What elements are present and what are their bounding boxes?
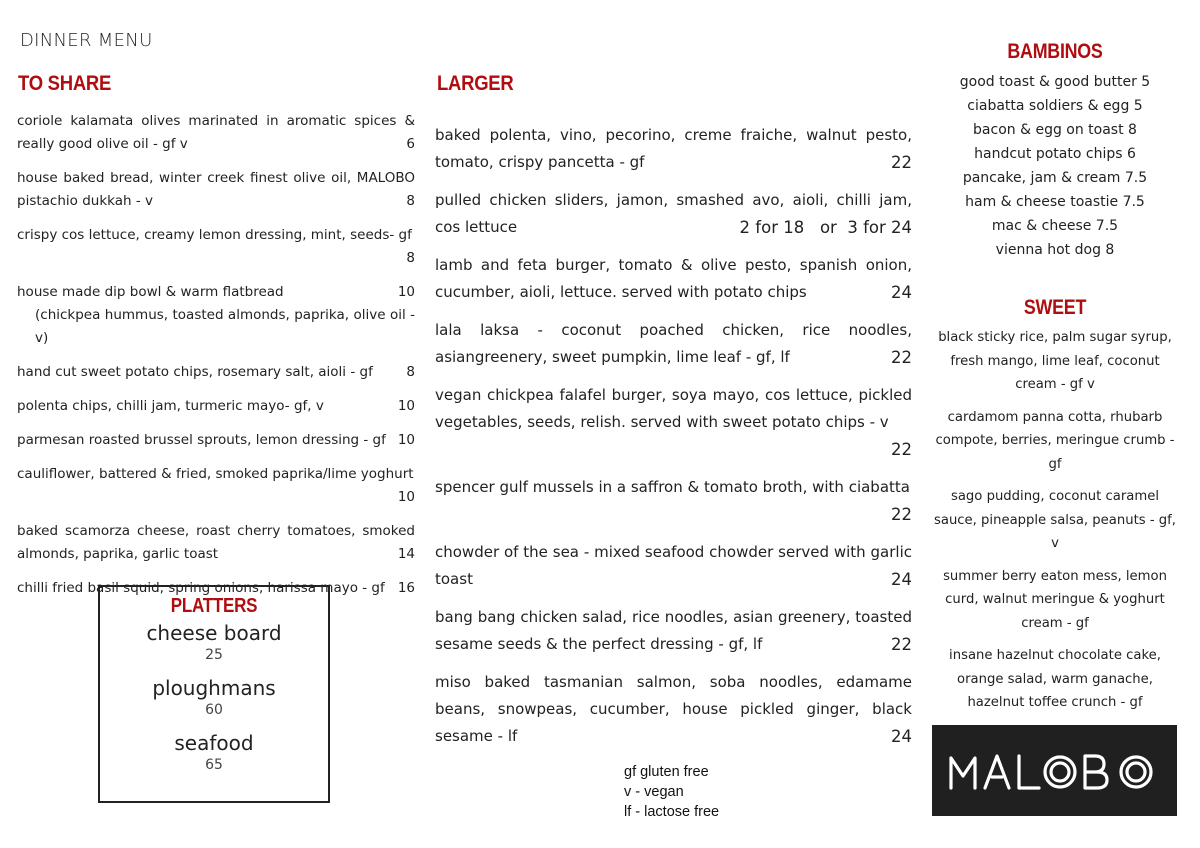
- item-price: 22: [891, 635, 912, 654]
- item-price: 22: [891, 505, 912, 524]
- bambinos-heading: BAMBINOS: [1007, 40, 1103, 63]
- menu-item: [17, 429, 415, 452]
- item-description: hand cut sweet potato chips, rosemary salt, aioli - gf: [17, 364, 373, 380]
- platter-name: cheese board: [146, 621, 282, 645]
- item-description: crispy cos lettuce, creamy lemon dressing, mint, seeds- gf: [17, 227, 412, 243]
- bambinos-section: [928, 40, 1182, 262]
- item-price: 8: [406, 250, 415, 266]
- dietary-legend: [624, 762, 719, 822]
- menu-item: [435, 382, 912, 463]
- bambinos-item: good toast & good butter 5: [959, 74, 1151, 90]
- platter-name: seafood: [174, 731, 254, 755]
- sweet-item: sago pudding, coconut caramel sauce, pineapple salsa, peanuts - gf, v: [934, 489, 1176, 551]
- bambinos-item: ham & cheese toastie 7.5: [965, 194, 1145, 210]
- menu-item: [435, 252, 912, 306]
- menu-item: [435, 122, 912, 176]
- bambinos-item: pancake, jam & cream 7.5: [962, 170, 1148, 186]
- menu-item: [435, 604, 912, 658]
- menu-item: [17, 463, 415, 509]
- bambinos-item: mac & cheese 7.5: [991, 218, 1119, 234]
- legend-line: gf gluten free: [624, 764, 709, 780]
- legend-line: lf - lactose free: [624, 804, 720, 820]
- item-price: 10: [397, 284, 415, 300]
- item-description: polenta chips, chilli jam, turmeric mayo- gf, v: [17, 398, 324, 414]
- sweet-item: cardamom panna cotta, rhubarb compote, berries, meringue crumb - gf: [935, 409, 1175, 472]
- item-price: 22: [891, 440, 912, 459]
- to-share-heading: TO SHARE: [18, 72, 112, 95]
- menu-item: [435, 474, 912, 528]
- item-description: chilli fried basil squid, spring onions, harissa mayo - gf: [17, 580, 385, 596]
- item-description: vegan chickpea falafel burger, soya mayo, cos lettuce, pickled vegetables, seeds, relish. served with sweet potato chips - v: [435, 386, 912, 431]
- item-description: miso baked tasmanian salmon, soba noodles, edamame beans, snowpeas, cucumber, house pickled ginger, black sesame - lf: [435, 673, 912, 745]
- item-description: lamb and feta burger, tomato & olive pesto, spanish onion, cucumber, aioli, lettuce. served with potato chips: [435, 256, 912, 301]
- item-price: 6: [406, 136, 415, 152]
- larger-heading: LARGER: [437, 72, 514, 95]
- item-price: 8: [406, 193, 415, 209]
- menu-item: [17, 395, 415, 418]
- menu-item: [17, 361, 415, 384]
- sweet-item: insane hazelnut chocolate cake, orange salad, warm ganache, hazelnut toffee crunch - gf: [949, 648, 1161, 710]
- item-price: 24: [891, 283, 912, 302]
- item-price: 10: [397, 489, 415, 505]
- item-description: spencer gulf mussels in a saffron & tomato broth, with ciabatta: [435, 478, 910, 496]
- bambinos-item: vienna hot dog 8: [995, 242, 1115, 258]
- bambinos-item: bacon & egg on toast 8: [973, 122, 1137, 138]
- item-description: pulled chicken sliders, jamon, smashed avo, aioli, chilli jam, cos lettuce: [435, 191, 912, 236]
- item-description: parmesan roasted brussel sprouts, lemon dressing - gf: [17, 432, 386, 448]
- bambinos-item: ciabatta soldiers & egg 5: [967, 98, 1143, 114]
- platters-heading: PLATTERS: [170, 595, 258, 617]
- platters-box: [98, 585, 330, 803]
- item-price: 16: [397, 580, 415, 596]
- item-subdescription: (chickpea hummus, toasted almonds, paprika, olive oil - v): [35, 307, 415, 346]
- sweet-item: summer berry eaton mess, lemon curd, walnut meringue & yoghurt cream - gf: [943, 568, 1167, 631]
- sweet-section: [928, 296, 1182, 740]
- sweet-heading: SWEET: [1023, 296, 1087, 319]
- platter-name: ploughmans: [152, 676, 276, 700]
- to-share-list: [17, 110, 415, 611]
- item-description: house made dip bowl & warm flatbread: [17, 284, 284, 300]
- item-description: lala laksa - coconut poached chicken, rice noodles, asiangreenery, sweet pumpkin, lime leaf - gf, lf: [435, 321, 912, 366]
- item-price: 2 for 18 or 3 for 24: [739, 218, 912, 237]
- item-description: cauliflower, battered & fried, smoked paprika/lime yoghurt: [17, 466, 414, 482]
- item-price: 8: [406, 364, 415, 380]
- item-description: bang bang chicken salad, rice noodles, asian greenery, toasted sesame seeds & the perfect dressing - gf, lf: [435, 608, 912, 653]
- item-price: 24: [891, 570, 912, 589]
- menu-item: [435, 669, 912, 750]
- legend-line: v - vegan: [624, 784, 684, 800]
- larger-list: [435, 122, 912, 761]
- platter-price: 25: [205, 647, 223, 663]
- menu-item: [435, 187, 912, 241]
- menu-item: [17, 224, 415, 270]
- platter-price: 65: [205, 757, 223, 773]
- menu-title: DINNER MENU: [20, 30, 153, 51]
- item-price: 22: [891, 348, 912, 367]
- item-price: 10: [397, 398, 415, 414]
- item-description: baked polenta, vino, pecorino, creme fraiche, walnut pesto, tomato, crispy pancetta - gf: [435, 126, 912, 171]
- item-description: house baked bread, winter creek finest olive oil, MALOBO pistachio dukkah - v: [17, 170, 415, 209]
- malobo-logo-wordmark: [945, 746, 1165, 796]
- sweet-item: black sticky rice, palm sugar syrup, fresh mango, lime leaf, coconut cream - gf v: [938, 330, 1172, 392]
- item-price: 14: [397, 546, 415, 562]
- item-description: coriole kalamata olives marinated in aromatic spices & really good olive oil - gf v: [17, 113, 415, 152]
- menu-item: [17, 281, 415, 350]
- malobo-logo: [932, 725, 1177, 816]
- platter-price: 60: [205, 702, 223, 718]
- menu-item: [17, 110, 415, 156]
- menu-item: [17, 520, 415, 566]
- menu-item: [435, 539, 912, 593]
- bambinos-item: handcut potato chips 6: [974, 146, 1136, 162]
- item-description: chowder of the sea - mixed seafood chowder served with garlic toast: [435, 543, 912, 588]
- item-price: 24: [891, 727, 912, 746]
- item-description: baked scamorza cheese, roast cherry tomatoes, smoked almonds, paprika, garlic toast: [17, 523, 415, 562]
- item-price: 22: [891, 153, 912, 172]
- item-price: 10: [397, 432, 415, 448]
- menu-item: [17, 167, 415, 213]
- menu-item: [435, 317, 912, 371]
